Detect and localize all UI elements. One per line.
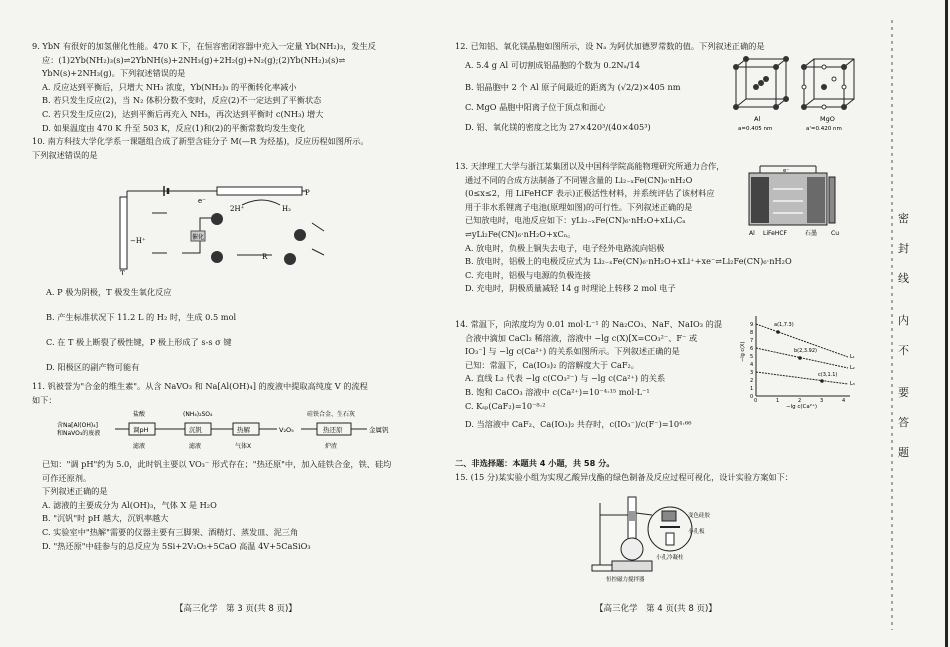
q9-option-c: C. 若只发生反应(2)，达到平衡后再充入 NH₃，再次达到平衡时 c(NH₃) 增大 [42,108,324,119]
q14-option-b: B. 饱和 CaCO₃ 溶液中 c(Ca²⁺)=10⁻⁴·¹⁵ mol·L⁻¹ [465,386,650,397]
x-tick: 0 [754,398,758,404]
column-label: 小孔冷凝柱 [656,555,684,561]
q10-option-b: B. 产生标准状况下 11.2 L 的 H₂ 时，生成 0.5 mol [46,312,237,322]
mgo-lattice: a'=0.420 nm [806,126,842,132]
q11-body [32,458,450,553]
catalyst-sphere [211,251,223,263]
binding-char: 不 [898,344,909,357]
y-tick: 0 [750,394,754,400]
round-flask [621,538,643,560]
q14-option-a: A. 直线 L₂ 代表 −lg c(CO₃²⁻) 与 −lg c(Ca²⁺) 的关系 [465,373,666,384]
x-axis-label: −lg c(Ca²⁺) [786,404,818,410]
flow-step-label: 热还原 [323,426,343,434]
al-label: Al [754,115,761,123]
q11-flowchart [55,408,415,454]
q11-option-c: C. 实验室中"热解"需要的仪器主要有三脚架、酒精灯、蒸发皿、泥三角 [42,526,299,537]
point-c [820,379,824,383]
silica-label: 变色硅胶 [688,513,711,519]
arrow [242,200,280,205]
q13-option-c: C. 充电时，铝极与电源的负极连接 [465,269,591,280]
q15-apparatus [590,493,730,585]
label-r: R [262,253,268,261]
point-b [798,356,802,360]
cu-collector [829,177,835,223]
line-label: L₁ [850,354,855,360]
page-4-footer: 【高三化学 第 4 页(共 8 页)】 [595,604,717,614]
q9-option-d: D. 如果温度由 470 K 升至 503 K，反应(1)和(2)的平衡常数均发生变化 [42,122,306,133]
q11-line: 如下： [32,394,57,405]
line-label: L₂ [850,365,855,371]
catalyst-sphere [211,213,223,225]
y-tick: 7 [750,338,754,344]
q11-known: 可作还原剂。 [42,472,92,483]
q11-option-b: B. "沉钒"时 pH 越大，沉钒率越大 [42,513,169,524]
flow-step-label: 沉钒 [189,426,202,434]
point-a [776,330,780,334]
point-c-label: c(3,1.1) [818,372,838,378]
stirrer-label: 恒控磁力搅拌器 [606,577,645,583]
q12-unit-cells [728,55,863,135]
q14-option-c: C. Kₛₚ(CaF₂)=10⁻⁸·² [465,400,546,411]
q13-known: 已知放电时，电池反应如下：yLi₂₋ₓFe(CN)₆·nH₂O+xLiᵧCₙ [465,215,686,226]
y-axis-label: −lg c(X) [740,341,746,362]
binding-char: 题 [898,446,909,459]
q12-stem: 12. 已知铝、氧化镁晶胞如图所示，设 Nₐ 为阿伏加德罗常数的值。下列叙述正确的是 [455,41,765,51]
x-tick: 2 [798,398,802,404]
q14-stem: 合液中滴加 CaCl₂ 稀溶液，溶液中 −lg c(X)[X=CO₃²⁻、F⁻ 或 [465,332,698,343]
flow-step-label: 热解 [237,426,250,434]
flow-start: 含Na[Al(OH)₄] [57,422,98,429]
label-p: P [305,189,310,197]
silica-gel-band [628,511,636,521]
y-tick: 3 [750,370,754,376]
q12-option-a: A. 5.4 g Al 可切割成铝晶胞的个数为 0.2Nₐ/14 [465,59,640,70]
q11-option-d: D. "热还原"中硅参与的总反应为 5Si+2V₂O₅+5CaO 高温 4V+5CaSiO₃ [42,540,311,551]
label-al: Al [749,230,755,237]
page-3-footer: 【高三化学 第 3 页(共 8 页)】 [175,604,297,614]
binding-char: 内 [898,314,909,327]
point-b-label: b(2,3.92) [794,348,817,354]
q10-option-d: D. 阳极区的副产物可能有 [46,362,140,372]
electrode-p [217,187,302,195]
line-label: L₃ [850,381,855,387]
label-lifehcf: LiFeHCF [763,230,787,237]
q13-stem: (0≤x≤2，用 LiFeHCF 表示)正极活性材料，并系统评估了该材料应 [465,188,715,199]
label-e: e⁻ [198,197,206,205]
q13-known: ⇌yLi₂Fe(CN)₆·nH₂O+xCₙ。 [465,228,576,239]
q10-line: 下列叙述错误的是 [32,149,98,160]
y-tick: 5 [750,354,754,360]
q13-option-d: D. 充电时，阴极质量减轻 14 g 时理论上转移 2 mol 电子 [465,283,676,294]
q13-stem: 通过不同的合成方法制备了不同锂含量的 Li₂₋ₓFe(CN)₆·nH₂O [465,174,693,185]
q12-option-d: D. 铝、氧化镁的密度之比为 27×420³/(40×405³) [465,121,651,132]
q10-line: 10. 南方科技大学化学系一课题组合成了新型含硅分子 M(—R 为烃基)，反应历程如图所示。 [32,136,369,147]
q13-option-a: A. 放电时，负极上铜失去电子，电子经外电路流向铝极 [465,242,665,253]
q10-option-c: C. 在 T 极上断裂了极性键，P 极上形成了 s-s σ 键 [46,337,232,347]
al-unit-cell [733,56,789,110]
flow-step-label: 调pH [133,426,149,434]
graphite-electrode [807,177,825,223]
q11-prompt: 下列叙述正确的是 [42,486,108,497]
section-2 [455,457,865,484]
q13-option-b: B. 放电时，铝极上的电极反应式为 Li₂₋ₓFe(CN)₆·nH₂O+xLi⁺+xe⁻⇌Li₂Fe(CN)₆·nH₂O [465,256,792,267]
q14-known: 已知：常温下，Ca(IO₃)₂ 的溶解度大于 CaF₂。 [465,359,639,370]
label-e: e⁻ [783,168,790,174]
y-tick: 6 [750,346,754,352]
binding-char: 要 [898,386,909,399]
x-tick: 4 [842,398,846,404]
q11-known: 已知："调 pH"约为 5.0，此时钒主要以 VO₃⁻ 形式存在；"热还原"中，加入硅铁合金，铁、硅均 [42,459,392,469]
flow-byproduct: 炉渣 [325,443,338,450]
flow-byproduct: 滤液 [133,443,146,450]
q10-options [46,280,426,380]
q9-option-b: B. 若只发生反应(2)，当 N₂ 体积分数不变时，反应(2)不一定达到了平衡状态 [42,95,322,106]
silica-gel-zoom [662,511,676,521]
y-tick: 8 [750,330,754,336]
flow-reagent: 硅铁合金、生石灰 [307,411,356,418]
x-tick: 1 [776,398,780,404]
page-edge [945,0,948,647]
point-a-label: a(1,7.3) [774,322,794,328]
al-electrode [751,177,769,223]
q9-line: YbN(s)+2NH₃(g)。下列叙述错误的是 [42,68,186,79]
section-2-heading: 二、非选择题：本题共 4 小题，共 58 分。 [455,458,615,468]
al-lattice: a=0.405 nm [738,126,773,132]
q14-stem: 14. 常温下，向浓度均为 0.01 mol·L⁻¹ 的 Na₂CO₃、NaF、NaIO₃ 的混 [455,319,723,329]
label-graphite: 石墨 [805,230,818,237]
q12-option-c: C. MgO 晶胞中阳离子位于顶点和面心 [465,101,606,112]
q13-stem: 13. 天津理工大学与浙江某集团以及中国科学院高能物理研究所通力合作， [455,161,725,171]
flow-reagent: (NH₄)₂SO₄ [183,411,213,418]
q9-line: 9. YbN 有很好的加氢催化性能。470 K 下，在恒容密闭容器中充入一定量 Yb(NH₂)₃，发生反 [32,41,376,51]
flow-start: 和NaVO₃的废液 [57,430,101,437]
q11-option-a: A. 滤液的主要成分为 Al(OH)₃，气体 X 是 H₂O [42,499,217,510]
x-ticks [754,398,845,404]
q9-option-a: A. 反应达到平衡后，只增大 NH₃ 浓度，Yb(NH₂)₃ 的平衡转化率减小 [42,81,297,92]
flow-byproduct: 滤液 [189,443,202,450]
flow-intermediate: V₂O₅ [279,426,294,434]
binding-char: 封 [898,242,909,255]
label-h2: H₂ [282,205,291,213]
y-tick: 9 [750,322,754,328]
y-ticks [750,322,753,400]
binding-char: 密 [898,212,909,225]
binding-char: 线 [898,272,909,285]
q14-stem: IO₃⁻] 与 −lg c(Ca²⁺) 的关系如图所示。下列叙述正确的是 [465,346,680,357]
flow-product: 金属钒 [369,426,389,434]
mgo-unit-cell [801,59,854,110]
q12-option-b: B. 铝晶胞中 2 个 Al 原子间最近的距离为 (√2/2)×405 nm [465,81,681,92]
label-catalyst: 催化 [192,234,205,241]
q13-stem: 用于非水系锂离子电池(原理如图)的可行性。下列叙述正确的是 [465,201,693,212]
plate-label: 小孔板 [688,529,705,535]
q14-option-d: D. 当溶液中 CaF₂、Ca(IO₃)₂ 共存时，c(IO₃⁻)/c(F⁻)=10⁴·⁶⁶ [465,419,692,430]
q11-intro [32,380,450,407]
magnetic-stirrer [612,561,652,571]
y-tick: 4 [750,362,754,368]
flow-byproduct: 气体X [235,443,252,450]
q13-battery-diagram [745,163,850,241]
q10-option-a: A. P 极为阴极，T 极发生氧化反应 [46,287,172,297]
x-tick: 3 [820,398,824,404]
binding-char: 答 [898,416,909,429]
mgo-label: MgO [820,115,835,123]
label-minus-h: −H⁺ [130,237,146,245]
y-tick: 2 [750,378,754,384]
electrode-t [120,197,127,269]
zoom-line [636,513,652,515]
q15-stem: 15. (15 分)某实验小组为实现乙酸异戊酯的绿色制备及反应过程可视化，设计实验方案如下： [455,471,793,482]
label-cu: Cu [831,230,839,237]
page-3-column [32,40,450,162]
q14-chart [738,312,860,412]
condenser-zoom [666,533,674,545]
flow-reagent: 盐酸 [133,411,146,418]
q11-line: 11. 钒被誉为"合金的维生素"。从含 NaVO₃ 和 Na[Al(OH)₄] 的废液中提取高纯度 V 的流程 [32,381,368,391]
label-t: T [120,270,125,275]
catalyst-sphere [294,229,306,241]
y-tick: 1 [750,386,754,392]
q10-reaction-diagram [112,183,332,275]
label-2h: 2H⁺ [230,205,245,213]
q9-line: 应：(1)2Yb(NH₂)₃(s)⇌2YbNH(s)+2NH₃(g)+2H₂(g)+N₂(g);(2)Yb(NH₂)₃(s)⇌ [42,54,346,65]
catalyst-sphere [284,253,296,265]
